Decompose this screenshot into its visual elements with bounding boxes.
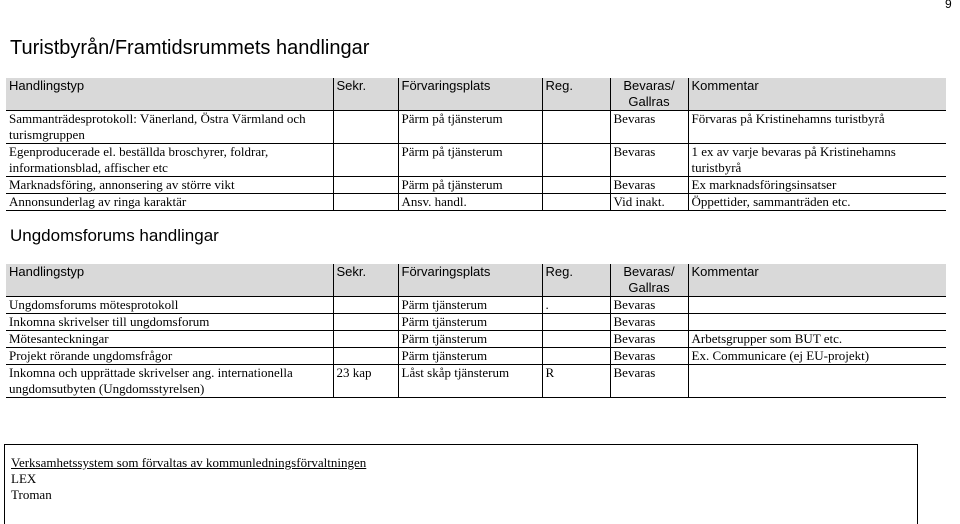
cell-sekr bbox=[333, 331, 398, 348]
cell-sekr bbox=[333, 144, 398, 177]
table-row bbox=[6, 144, 946, 177]
column-header-type: Handlingstyp bbox=[6, 264, 333, 297]
cell-place: Låst skåp tjänsterum bbox=[398, 365, 542, 398]
system-item: Troman bbox=[11, 487, 52, 502]
cell-comment: Öppettider, sammanträden etc. bbox=[688, 194, 946, 211]
cell-type: Projekt rörande ungdomsfrågor bbox=[6, 348, 333, 365]
cell-reg bbox=[542, 177, 610, 194]
section-title-turistbyran: Turistbyrån/Framtidsrummets handlingar bbox=[10, 37, 370, 59]
cell-keep: Bevaras bbox=[610, 111, 688, 144]
cell-keep: Bevaras bbox=[610, 331, 688, 348]
cell-place: Pärm tjänsterum bbox=[398, 348, 542, 365]
cell-reg bbox=[542, 314, 610, 331]
cell-comment: Ex marknadsföringsinsatser bbox=[688, 177, 946, 194]
cell-type: Inkomna och upprättade skrivelser ang. internationella ungdomsutbyten (Ungdomsstyrelsen) bbox=[6, 365, 333, 398]
cell-reg bbox=[542, 144, 610, 177]
column-header-reg: Reg. bbox=[542, 264, 610, 297]
cell-reg bbox=[542, 348, 610, 365]
cell-sekr bbox=[333, 297, 398, 314]
table-row bbox=[6, 348, 946, 365]
records-table-turistbyran bbox=[6, 78, 946, 211]
cell-sekr bbox=[333, 314, 398, 331]
table-row bbox=[6, 194, 946, 211]
column-header-reg: Reg. bbox=[542, 78, 610, 111]
column-header-keep: Bevaras/ Gallras bbox=[610, 78, 688, 111]
cell-place: Pärm på tjänsterum bbox=[398, 177, 542, 194]
cell-type: Mötesanteckningar bbox=[6, 331, 333, 348]
cell-comment bbox=[688, 365, 946, 398]
column-header-type: Handlingstyp bbox=[6, 78, 333, 111]
column-header-comment: Kommentar bbox=[688, 264, 946, 297]
table-row bbox=[6, 177, 946, 194]
cell-place: Pärm tjänsterum bbox=[398, 297, 542, 314]
table-row bbox=[6, 297, 946, 314]
column-header-sekr: Sekr. bbox=[333, 78, 398, 111]
cell-reg: . bbox=[542, 297, 610, 314]
cell-comment: Arbetsgrupper som BUT etc. bbox=[688, 331, 946, 348]
cell-type: Inkomna skrivelser till ungdomsforum bbox=[6, 314, 333, 331]
cell-reg bbox=[542, 111, 610, 144]
cell-type: Marknadsföring, annonsering av större vikt bbox=[6, 177, 333, 194]
records-table-ungdomsforum bbox=[6, 264, 946, 398]
cell-keep: Bevaras bbox=[610, 297, 688, 314]
cell-place: Pärm på tjänsterum bbox=[398, 111, 542, 144]
cell-keep: Bevaras bbox=[610, 348, 688, 365]
cell-keep: Vid inakt. bbox=[610, 194, 688, 211]
cell-type: Ungdomsforums mötesprotokoll bbox=[6, 297, 333, 314]
cell-sekr bbox=[333, 177, 398, 194]
table-row bbox=[6, 111, 946, 144]
cell-comment bbox=[688, 314, 946, 331]
cell-sekr bbox=[333, 194, 398, 211]
cell-sekr bbox=[333, 348, 398, 365]
cell-sekr: 23 kap bbox=[333, 365, 398, 398]
cell-comment bbox=[688, 297, 946, 314]
cell-reg bbox=[542, 331, 610, 348]
cell-comment: Förvaras på Kristinehamns turistbyrå bbox=[688, 111, 946, 144]
cell-type: Sammanträdesprotokoll: Vänerland, Östra Värmland och turismgruppen bbox=[6, 111, 333, 144]
cell-keep: Bevaras bbox=[610, 365, 688, 398]
page-number: 9 bbox=[945, 0, 952, 11]
cell-comment: 1 ex av varje bevaras på Kristinehamns turistbyrå bbox=[688, 144, 946, 177]
cell-keep: Bevaras bbox=[610, 144, 688, 177]
cell-comment: Ex. Communicare (ej EU-projekt) bbox=[688, 348, 946, 365]
cell-type: Annonsunderlag av ringa karaktär bbox=[6, 194, 333, 211]
cell-keep: Bevaras bbox=[610, 177, 688, 194]
column-header-keep: Bevaras/ Gallras bbox=[610, 264, 688, 297]
systems-box bbox=[4, 444, 918, 524]
table-row bbox=[6, 365, 946, 398]
column-header-place: Förvaringsplats bbox=[398, 264, 542, 297]
cell-place: Pärm tjänsterum bbox=[398, 314, 542, 331]
table-header-row bbox=[6, 264, 946, 297]
cell-reg: R bbox=[542, 365, 610, 398]
cell-sekr bbox=[333, 111, 398, 144]
cell-place: Ansv. handl. bbox=[398, 194, 542, 211]
table-header-row bbox=[6, 78, 946, 111]
cell-place: Pärm på tjänsterum bbox=[398, 144, 542, 177]
table-row bbox=[6, 331, 946, 348]
cell-type: Egenproducerade el. beställda broschyrer, foldrar, informationsblad, affischer etc bbox=[6, 144, 333, 177]
column-header-sekr: Sekr. bbox=[333, 264, 398, 297]
cell-reg bbox=[542, 194, 610, 211]
table-row bbox=[6, 314, 946, 331]
system-item: LEX bbox=[11, 471, 37, 486]
column-header-comment: Kommentar bbox=[688, 78, 946, 111]
cell-place: Pärm tjänsterum bbox=[398, 331, 542, 348]
section-title-ungdomsforum: Ungdomsforums handlingar bbox=[10, 226, 219, 245]
systems-heading: Verksamhetssystem som förvaltas av kommunledningsförvaltningen bbox=[11, 455, 367, 470]
column-header-place: Förvaringsplats bbox=[398, 78, 542, 111]
cell-keep: Bevaras bbox=[610, 314, 688, 331]
